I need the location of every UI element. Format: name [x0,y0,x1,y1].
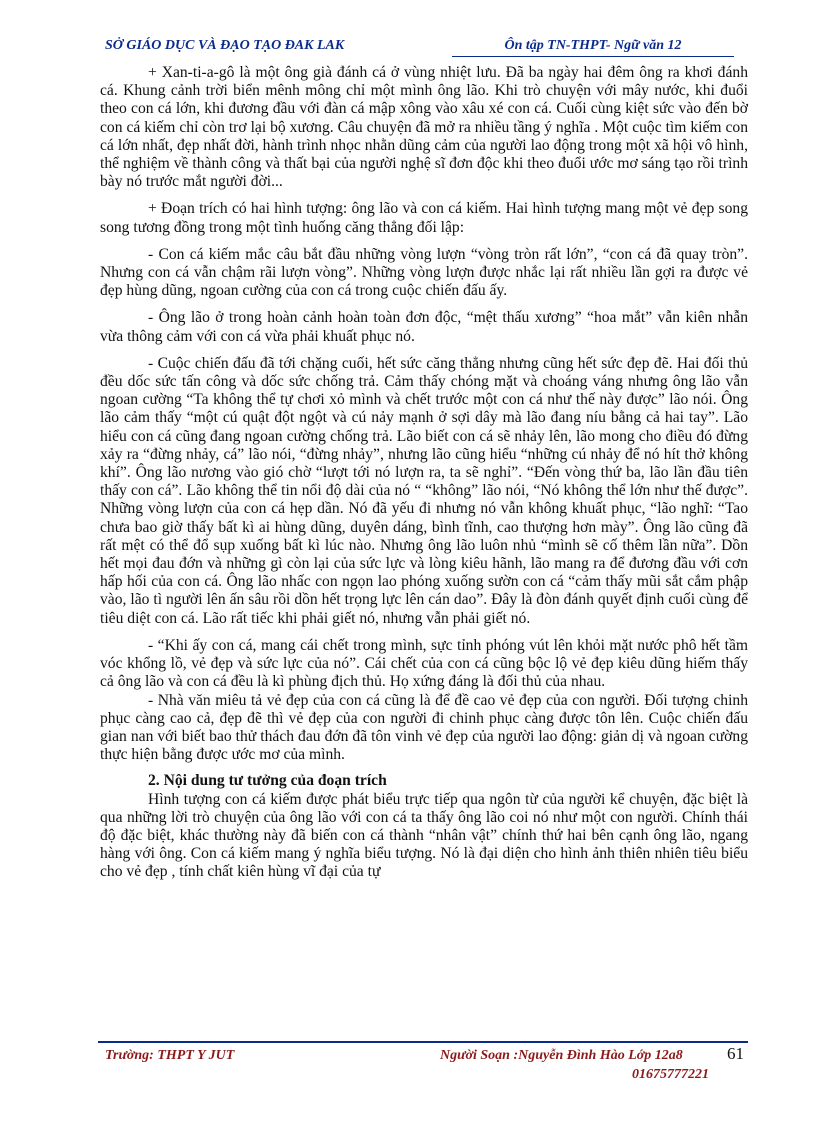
footer-author: Người Soạn :Nguyễn Đình Hào Lớp 12a8 [440,1048,683,1063]
paragraph-fish-death: - “Khi ấy con cá, mang cái chết trong mình, sực tỉnh phóng vút lên khỏi mặt nước phô hết tầm vóc khổng lồ, vẻ đẹp và sức lực của nó”. Cái chết của con cá cũng bộc lộ vẻ đẹp kiêu dũng hiếm thấy cả ông lão và con cá đều là kì phùng địch thủ. Họ xứng đáng là đối thủ của nhau. [100,636,748,691]
main-text [100,64,748,882]
paragraph-old-man-alone: - Ông lão ở trong hoàn cảnh hoàn toàn đơn độc, “mệt thấu xương” “hoa mắt” vẫn kiên nhẫn vừa thông cảm với con cá vừa phải khuất phục nó. [100,309,748,345]
header-subject: Ôn tập TN-THPT- Ngữ văn 12 [504,38,682,53]
paragraph-human-beauty: - Nhà văn miêu tả vẻ đẹp của con cá cũng là để đề cao vẻ đẹp của con người. Đối tượng chinh phục càng cao cả, đẹp đẽ thì vẻ đẹp của con người đi chinh phục càng được tôn lên. Cuộc chiến đấu gian nan với biết bao thử thách đau đớn đã tôn vinh vẻ đẹp của người lao động: giản dị và ngoan cường thực hiện bằng được ước mơ của mình. [100,691,748,764]
footer-phone: 01675777221 [632,1067,709,1082]
page-number: 61 [727,1044,744,1063]
header-underline [452,56,734,57]
paragraph-final-battle: - Cuộc chiến đấu đã tới chặng cuối, hết sức căng thẳng nhưng cũng hết sức đẹp đẽ. Hai đối thủ đều dốc sức tấn công và dốc sức chống trả. Cảm thấy chóng mặt và choáng váng nhưng ông lão vẫn ngoan cường “Ta không thể tự chơi xỏ mình và chết trước một con cá như thế này được” lão nói. Ông lão cảm thấy “một cú quật đột ngột và cú nảy mạnh ở sợi dây mà lão đang níu bằng cả hai tay”. Lão hiểu con cá cũng đang ngoan cường chống trả. Lão biết con cá sẽ nhảy lên, lão mong cho điều đó đừng xảy ra “đừng nhảy, cá” lão nói, “đừng nhảy”, nhưng lão cũng hiểu “những cú nhảy để nó hít thở không khí”. Ông lão nương vào gió chờ “lượt tới nó lượn ra, ta sẽ nghỉ”. “Đến vòng thứ ba, lão lần đầu tiên thấy con cá”. Lão không thể tin nổi độ dài của nó “ “không” lão nói, “Nó không thể lớn như thế được”. Những vòng lượn của con cá hẹp dần. Nó đã yếu đi nhưng nó vẫn không khuất phục, “lão nghĩ: “Tao chưa bao giờ thấy bất kì ai hùng dũng, duyên dáng, bình tĩnh, cao thượng hơn mày”. Ông lão cũng đã rất mệt có thể đổ sụp xuống bất kì lúc nào. Nhưng ông lão luôn nhủ “mình sẽ cố thêm lần nữa”. Dồn hết mọi đau đớn và những gì còn lại của sức lực và lòng kiêu hãnh, lão mang ra để đương đầu với cơn hấp hối của con cá. Ông lão nhấc con ngọn lao phóng xuống sườn con cá “cảm thấy mũi sắt cắm phập vào, lão tì người lên ấn sâu rồi dồn hết trọng lực lên cán dao”. Đây là đòn đánh quyết định cuối cùng để tiêu diệt con cá. Lão rất tiếc khi phải giết nó, nhưng vẫn phải giết nó. [100,354,748,627]
header-department: SỞ GIÁO DỤC VÀ ĐẠO TẠO ĐAK LAK [105,38,345,53]
footer-divider [98,1041,748,1043]
footer-school: Trường: THPT Y JUT [105,1048,235,1063]
section-paragraph: Hình tượng con cá kiếm được phát biểu trực tiếp qua ngôn từ của người kể chuyện, đặc biệt là qua những lời trò chuyện của ông lão với con cá ta thấy ông lão coi nó như một con người. Chính thái độ đặc biệt, khác thường này đã biến con cá thành “nhân vật” chính thứ hai bên cạnh ông lão, ngang hàng với ông. Con cá kiếm mang ý nghĩa biểu tượng. Nó là đại diện cho hình ảnh thiên nhiên tiêu biểu cho vẻ đẹp , tính chất kiên hùng vĩ đại của tự [100,790,748,881]
section-heading: 2. Nội dung tư tưởng của đoạn trích [148,772,387,790]
paragraph-fish-circles: - Con cá kiếm mắc câu bắt đầu những vòng lượn “vòng tròn rất lớn”, “con cá đã quay tròn”. Nhưng con cá vẫn chậm rãi lượn vòng”. Những vòng lượn được nhắc lại rất nhiều lần gợi ra được vẻ đẹp hùng dũng, ngoan cường của con cá trong cuộc chiến đấu ấy. [100,245,748,300]
paragraph-summary: + Xan-ti-a-gô là một ông già đánh cá ở vùng nhiệt lưu. Đã ba ngày hai đêm ông ra khơi đánh cá. Khung cảnh trời biển mênh mông chỉ một mình ông lão. Khi trò chuyện với mây nước, khi đuổi theo con cá lớn, khi đương đầu với đàn cá mập xông vào xâu xé con cá. Cuối cùng kiệt sức vào đến bờ con cá kiếm chỉ còn trơ lại bộ xương. Câu chuyện đã mở ra nhiều tầng ý nghĩa . Một cuộc tìm kiếm con cá lớn nhất, đẹp nhất đời, hành trình nhọc nhằn dũng cảm của người lao động trong một xã hội vô hình, thể nghiệm về thành công và thất bại của người nghệ sĩ đơn độc khi theo đuổi ước mơ sáng tạo rồi trình bày nó trước mắt người đời... [100,64,748,191]
paragraph-two-images: + Đoạn trích có hai hình tượng: ông lão và con cá kiếm. Hai hình tượng mang một vẻ đẹp song song tương đồng trong một tình huống căng thẳng đối lập: [100,200,748,236]
